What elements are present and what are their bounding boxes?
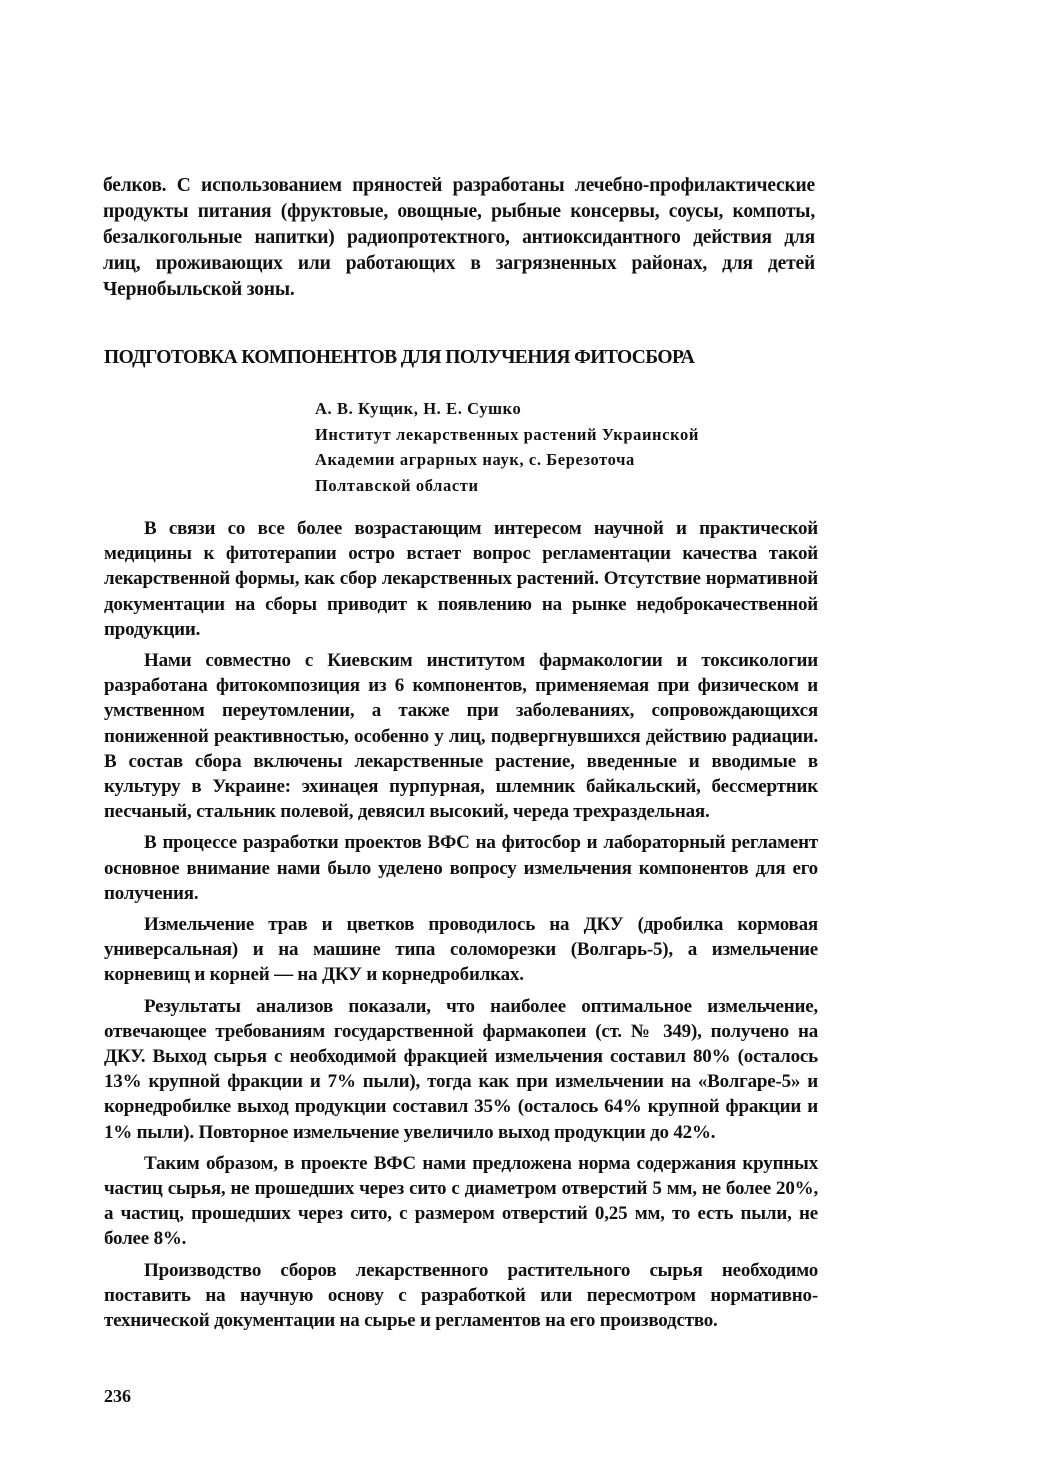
body-paragraph: Нами совместно с Киевским институтом фармакологии и токсикологии разработана фитокомпозиция из 6 компонентов, применяемая при физическом и умственном переутомлении, а также при заболеваниях, сопровождающихся пониженной реактивностью, особенно у лиц, подвергнувшихся действию радиации. В состав сбора включены лекарственные растение, введенные и вводимые в культуру в Украине: эхинацея пурпурная, шлемник байкальский, бессмертник песчаный, стальник полевой, девясил высокий, череда трехраздельная. <box>104 650 818 823</box>
affiliation-line: Институт лекарственных растений Украинской <box>315 424 699 444</box>
page-number: 236 <box>104 1386 131 1406</box>
authors: А. В. Кущик, Н. Е. Сушко <box>315 399 522 418</box>
affiliation-line: Полтавской области <box>315 475 479 495</box>
body-paragraph: В связи со все более возрастающим интересом научной и практической медицины к фитотерапии остро встает вопрос регламентации качества такой лекарственной формы, как сбор лекарственных растений. Отсутствие нормативной документации на сборы приводит к появлению на рынке недоброкачественной продукции. <box>104 518 818 640</box>
body-paragraph: Производство сборов лекарственного растительного сырья необходимо поставить на научную основу с разработкой или пересмотром нормативно-технической документации на сырье и регламентов на его производство. <box>104 1259 818 1332</box>
body-paragraph: В процессе разработки проектов ВФС на фитосбор и лабораторный регламент основное внимание нами было уделено вопросу измельчения компонентов для его получения. <box>104 832 818 904</box>
intro-paragraph: белков. С использованием пряностей разработаны лечебно-профилактические продукты питания (фруктовые, овощные, рыбные консервы, соусы, компоты, безалкогольные напитки) радиопротектного, антиоксидантного действия для лиц, проживающих или работающих в загрязненных районах, для детей Чернобыльской зоны. <box>103 175 815 300</box>
article-body <box>104 516 818 1339</box>
affiliation-line: Академии аграрных наук, с. Березоточа <box>315 450 635 469</box>
article-title: ПОДГОТОВКА КОМПОНЕНТОВ ДЛЯ ПОЛУЧЕНИЯ ФИТОСБОРА <box>104 347 695 368</box>
body-paragraph: Результаты анализов показали, что наиболее оптимальное измельчение, отвечающее требованиям государственной фармакопеи (ст. № 349), получено на ДКУ. Выход сырья с необходимой фракцией измельчения составил 80% (осталось 13% крупной фракции и 7% пыли), тогда как при измельчении на «Волгаре-5» и корнедробилке выход продукции составил 35% (осталось 64% крупной фракции и 1% пыли). Повторное измельчение увеличило выход продукции до 42%. <box>104 995 818 1143</box>
byline <box>315 396 795 498</box>
body-paragraph: Измельчение трав и цветков проводилось на ДКУ (дробилка кормовая универсальная) и на машине типа соломорезки (Волгарь-5), а измельчение корневищ и корней — на ДКУ и корнедробилках. <box>104 914 818 986</box>
body-paragraph: Таким образом, в проекте ВФС нами предложена норма содержания крупных частиц сырья, не прошедших через сито с диаметром отверстий 5 мм, не более 20%, а частиц, прошедших через сито, с размером отверстий 0,25 мм, то есть пыли, не более 8%. <box>104 1152 818 1250</box>
